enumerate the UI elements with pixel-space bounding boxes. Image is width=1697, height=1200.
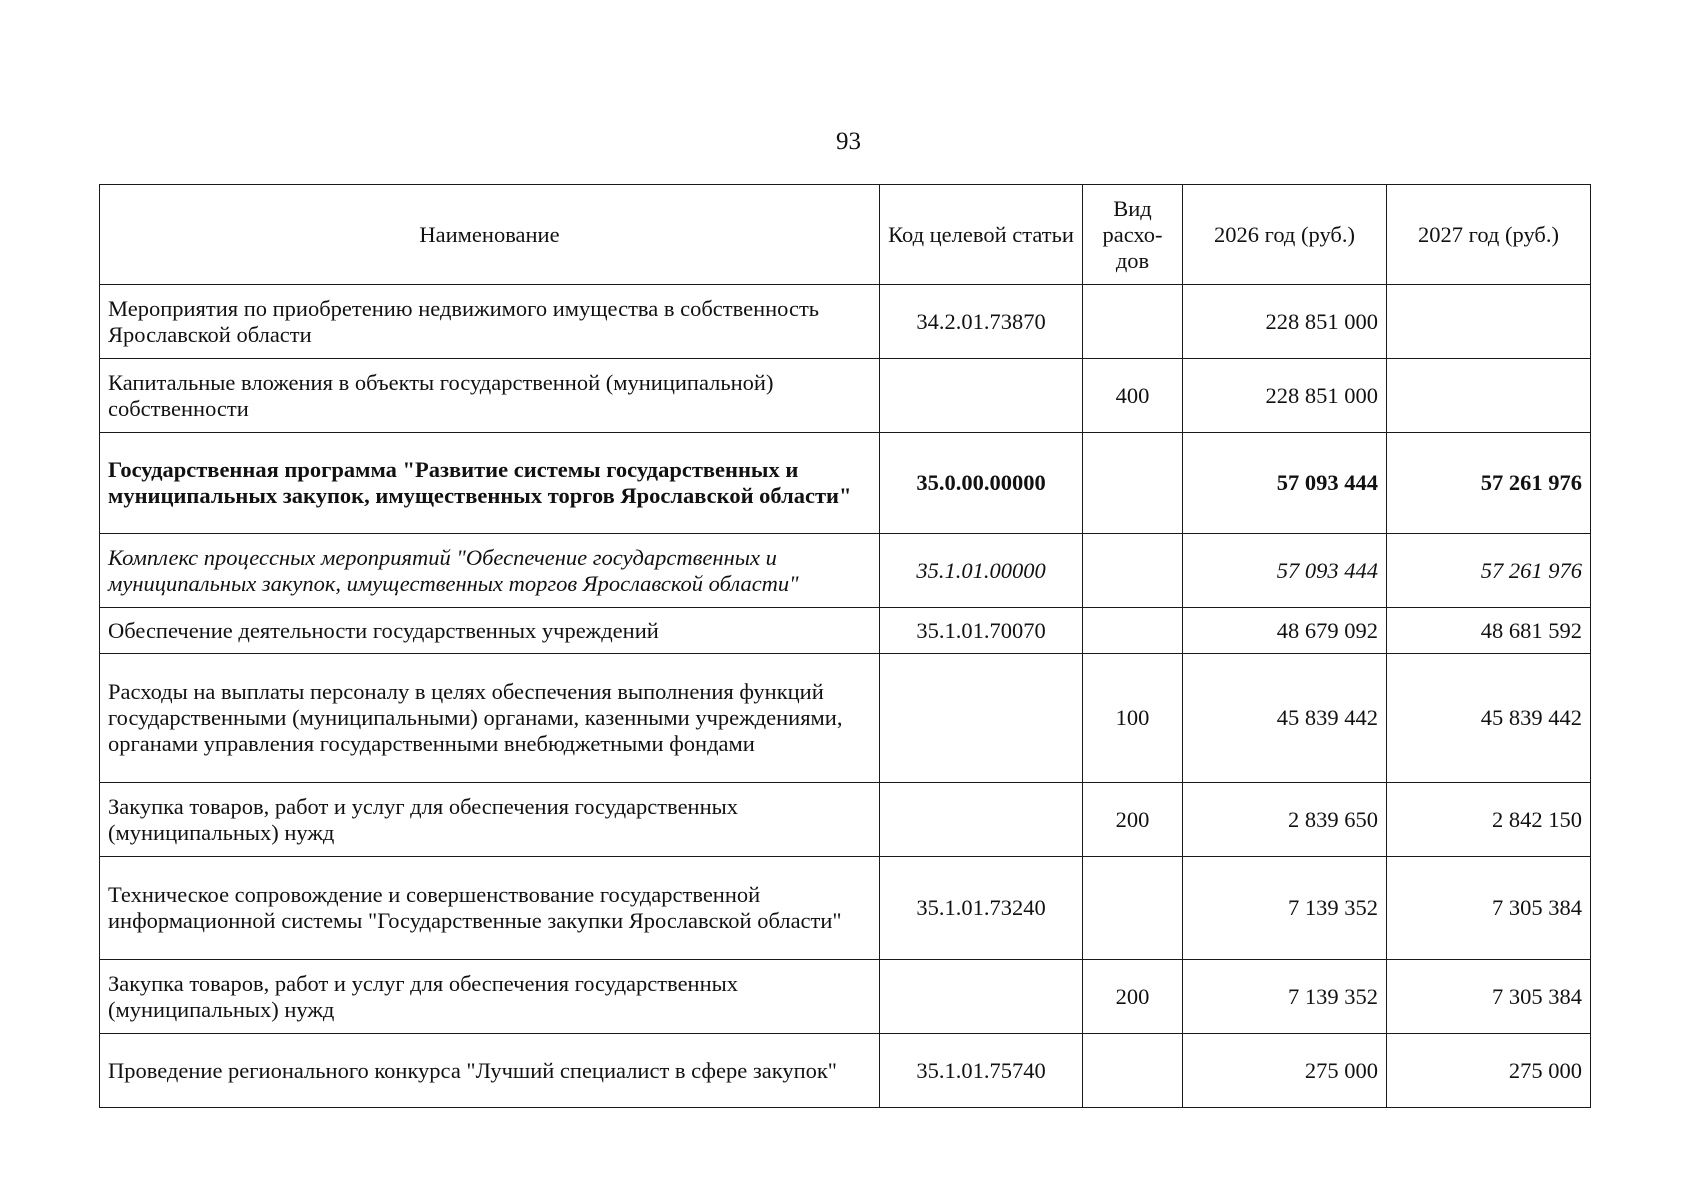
cell-2027: 45 839 442 bbox=[1387, 654, 1591, 783]
cell-2026: 2 839 650 bbox=[1183, 783, 1387, 857]
cell-2026: 7 139 352 bbox=[1183, 960, 1387, 1034]
cell-2027 bbox=[1387, 285, 1591, 359]
table-row-complex bbox=[100, 534, 1591, 608]
cell-2027: 48 681 592 bbox=[1387, 608, 1591, 654]
cell-type bbox=[1083, 534, 1183, 608]
cell-2026: 228 851 000 bbox=[1183, 359, 1387, 433]
cell-name: Обеспечение деятельности государственных учреждений bbox=[100, 608, 880, 654]
header-type: Вид расхо-дов bbox=[1083, 185, 1183, 285]
cell-type: 200 bbox=[1083, 960, 1183, 1034]
cell-type: 200 bbox=[1083, 783, 1183, 857]
cell-2027: 2 842 150 bbox=[1387, 783, 1591, 857]
cell-name: Расходы на выплаты персоналу в целях обеспечения выполнения функций государственными (муниципальными) органами, казенными учреждениями, органами управления государственными внебюджетными фондами bbox=[100, 654, 880, 783]
page-number: 93 bbox=[836, 128, 861, 155]
cell-code: 35.1.01.75740 bbox=[880, 1034, 1083, 1108]
cell-2027: 275 000 bbox=[1387, 1034, 1591, 1108]
cell-code: 34.2.01.73870 bbox=[880, 285, 1083, 359]
cell-2026: 7 139 352 bbox=[1183, 857, 1387, 960]
cell-name: Техническое сопровождение и совершенствование государственной информационной системы "Государственные закупки Ярославской области" bbox=[100, 857, 880, 960]
table-row bbox=[100, 960, 1591, 1034]
cell-code: 35.1.01.70070 bbox=[880, 608, 1083, 654]
header-code: Код целевой статьи bbox=[880, 185, 1083, 285]
cell-name: Государственная программа "Развитие системы государственных и муниципальных закупок, имущественных торгов Ярославской области" bbox=[100, 433, 880, 534]
table-row bbox=[100, 359, 1591, 433]
cell-2027: 57 261 976 bbox=[1387, 534, 1591, 608]
cell-code: 35.1.01.00000 bbox=[880, 534, 1083, 608]
table-header-row bbox=[100, 185, 1591, 285]
header-name: Наименование bbox=[100, 185, 880, 285]
cell-2026: 45 839 442 bbox=[1183, 654, 1387, 783]
cell-2027: 7 305 384 bbox=[1387, 857, 1591, 960]
cell-code bbox=[880, 960, 1083, 1034]
cell-name: Проведение регионального конкурса "Лучший специалист в сфере закупок" bbox=[100, 1034, 880, 1108]
budget-table bbox=[99, 184, 1591, 1108]
table-row bbox=[100, 285, 1591, 359]
cell-type bbox=[1083, 285, 1183, 359]
cell-code bbox=[880, 359, 1083, 433]
cell-2027: 57 261 976 bbox=[1387, 433, 1591, 534]
cell-type: 100 bbox=[1083, 654, 1183, 783]
cell-2026: 275 000 bbox=[1183, 1034, 1387, 1108]
cell-code: 35.1.01.73240 bbox=[880, 857, 1083, 960]
table-row bbox=[100, 783, 1591, 857]
cell-type bbox=[1083, 433, 1183, 534]
cell-2026: 48 679 092 bbox=[1183, 608, 1387, 654]
cell-code: 35.0.00.00000 bbox=[880, 433, 1083, 534]
header-2026: 2026 год (руб.) bbox=[1183, 185, 1387, 285]
cell-name: Капитальные вложения в объекты государственной (муниципальной) собственности bbox=[100, 359, 880, 433]
cell-name: Мероприятия по приобретению недвижимого имущества в собственность Ярославской области bbox=[100, 285, 880, 359]
cell-name: Комплекс процессных мероприятий "Обеспечение государственных и муниципальных закупок, имущественных торгов Ярославской области" bbox=[100, 534, 880, 608]
cell-name: Закупка товаров, работ и услуг для обеспечения государственных (муниципальных) нужд bbox=[100, 960, 880, 1034]
cell-type bbox=[1083, 1034, 1183, 1108]
table-row bbox=[100, 857, 1591, 960]
table-row bbox=[100, 654, 1591, 783]
header-2027: 2027 год (руб.) bbox=[1387, 185, 1591, 285]
cell-type bbox=[1083, 857, 1183, 960]
cell-2026: 57 093 444 bbox=[1183, 534, 1387, 608]
table-row-program bbox=[100, 433, 1591, 534]
cell-code bbox=[880, 654, 1083, 783]
cell-type: 400 bbox=[1083, 359, 1183, 433]
cell-2027 bbox=[1387, 359, 1591, 433]
cell-type bbox=[1083, 608, 1183, 654]
table-row bbox=[100, 1034, 1591, 1108]
cell-code bbox=[880, 783, 1083, 857]
cell-2026: 57 093 444 bbox=[1183, 433, 1387, 534]
cell-2027: 7 305 384 bbox=[1387, 960, 1591, 1034]
cell-name: Закупка товаров, работ и услуг для обеспечения государственных (муниципальных) нужд bbox=[100, 783, 880, 857]
cell-2026: 228 851 000 bbox=[1183, 285, 1387, 359]
table-row bbox=[100, 608, 1591, 654]
